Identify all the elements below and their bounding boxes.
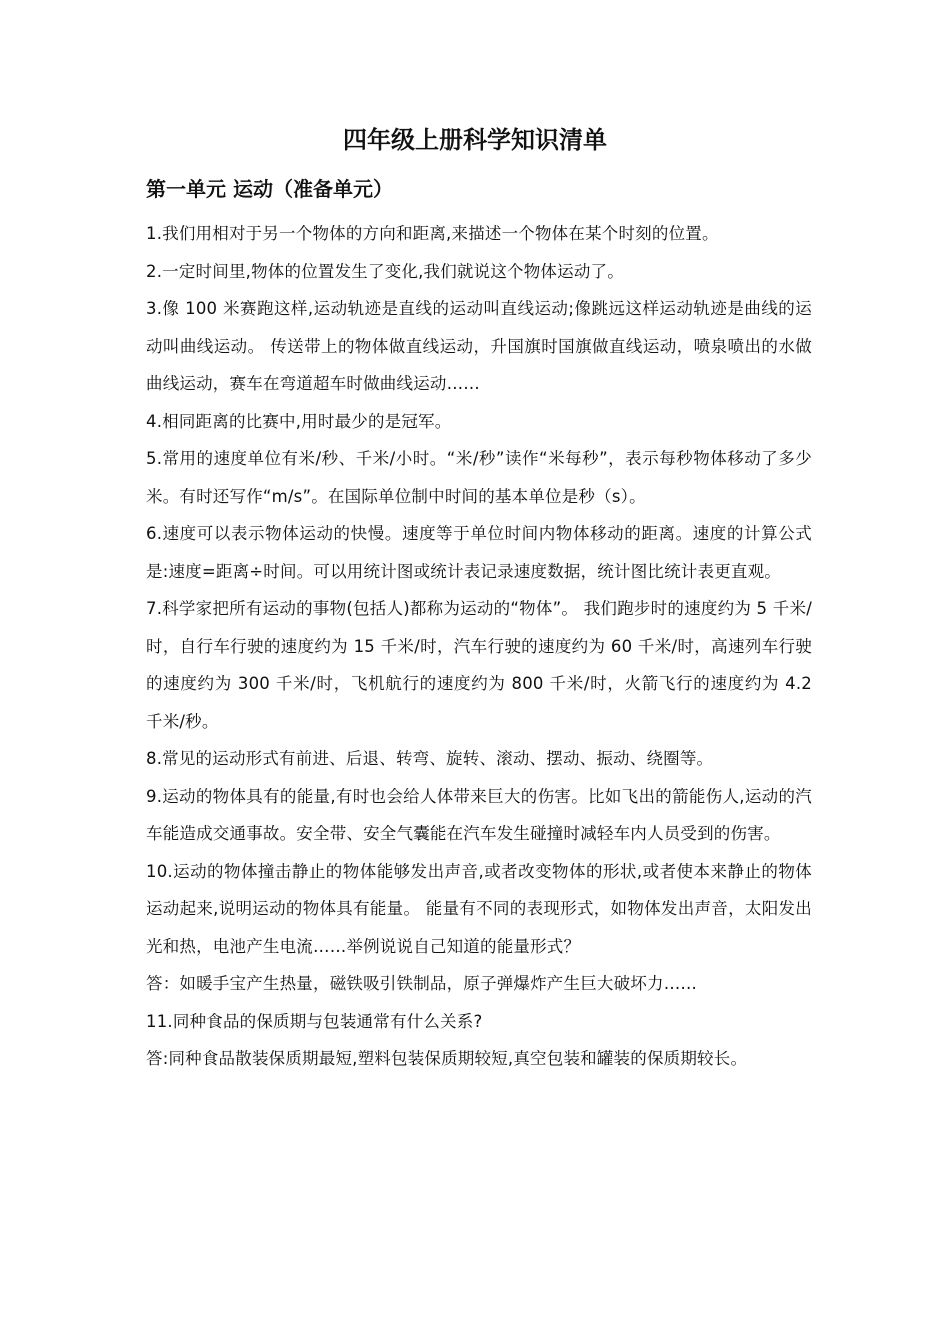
paragraph-4: 4.相同距离的比赛中,用时最少的是冠军。	[146, 411, 452, 431]
paragraph-1: 1.我们用相对于另一个物体的方向和距离,来描述一个物体在某个时刻的位置。	[146, 224, 719, 243]
paragraph-10: 10.运动的物体撞击静止的物体能够发出声音,或者改变物体的形状,或者使本来静止的物体运动起来,说明运动的物体具有能量。 能量有不同的表现形式，如物体发出声音，太阳发出光和热，电池产生电流……举例说说自己知道的能量形式？	[146, 861, 812, 956]
paragraph-2: 2.一定时间里,物体的位置发生了变化,我们就说这个物体运动了。	[146, 261, 624, 281]
paragraph-8: 8.常见的运动形式有前进、后退、转弯、旋转、滚动、摆动、振动、绕圈等。	[146, 749, 714, 768]
paragraph-5: 5.常用的速度单位有米/秒、千米/小时。“米/秒”读作“米每秒”，表示每秒物体移动了多少米。有时还写作“m/s”。在国际单位制中时间的基本单位是秒（s）。	[146, 449, 812, 506]
paragraph-7: 7.科学家把所有运动的事物(包括人)都称为运动的“物体”。 我们跑步时的速度约为 5 千米/时，自行车行驶的速度约为 15 千米/时，汽车行驶的速度约为 60 千米/时，高速列车行驶的速度约为 300 千米/时，飞机航行的速度约为 800 千米/时，火箭飞行的速度约为 4.2 千米/秒。	[146, 599, 812, 731]
paragraph-6: 6.速度可以表示物体运动的快慢。速度等于单位时间内物体移动的距离。速度的计算公式是:速度=距离÷时间。可以用统计图或统计表记录速度数据，统计图比统计表更直观。	[146, 524, 812, 581]
answer-11: 答:同种食品散装保质期最短,塑料包装保质期较短,真空包装和罐装的保质期较长。	[146, 1049, 748, 1068]
document-body	[146, 215, 812, 1078]
paragraph-3: 3.像 100 米赛跑这样,运动轨迹是直线的运动叫直线运动;像跳远这样运动轨迹是曲线的运动叫曲线运动。 传送带上的物体做直线运动，升国旗时国旗做直线运动，喷泉喷出的水做曲线运动，赛车在弯道超车时做曲线运动……	[146, 299, 812, 393]
section-heading: 第一单元 运动（准备单元）	[146, 177, 393, 201]
answer-10: 答：如暖手宝产生热量，磁铁吸引铁制品，原子弹爆炸产生巨大破坏力……	[146, 974, 698, 993]
paragraph-9: 9.运动的物体具有的能量,有时也会给人体带来巨大的伤害。比如飞出的箭能伤人,运动的汽车能造成交通事故。安全带、安全气囊能在汽车发生碰撞时减轻车内人员受到的伤害。	[146, 786, 812, 843]
paragraph-11: 11.同种食品的保质期与包装通常有什么关系?	[146, 1011, 483, 1031]
document-title: 四年级上册科学知识清单	[343, 126, 607, 154]
